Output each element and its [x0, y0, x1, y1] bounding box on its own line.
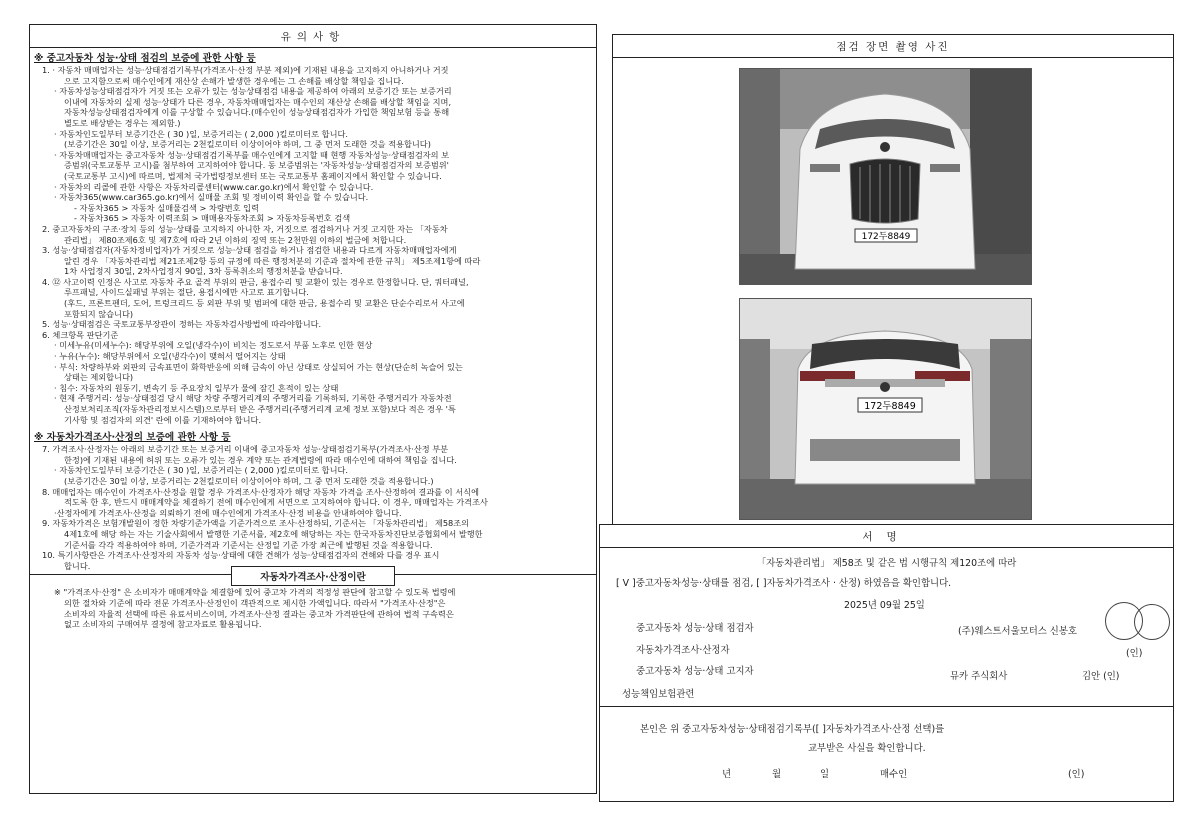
notice-line: 관리법」 제80조제6호 및 제7호에 따라 2년 이하의 징역 또는 2천만원 이하의 벌금에 처합니다. — [64, 234, 407, 245]
notice-line: 8. 매매업자는 매수인이 가격조사·산정을 원할 경우 가격조사·산정자가 해당 자동차 가격을 조사·산정하여 결과를 이 서식에 — [42, 486, 480, 497]
buyer-line2: 교부받은 사실을 확인합니다. — [808, 743, 926, 754]
section1-body — [30, 65, 596, 425]
notice-panel — [29, 24, 597, 794]
notice-line: · 부식: 차량하부와 외판의 금속표면이 화학반응에 의해 금속이 아닌 상태로 상실되어 가는 현상(단순히 녹슬어 있는 — [54, 361, 463, 372]
notice-line: 알린 경우 「자동차관리법 제21조제2항 등의 규정에 따른 행정처분의 기준과 절차에 관한 규칙」 제5조제1항에 따라 — [64, 255, 481, 266]
buyer-line1: 본인은 위 중고자동차성능·상태점검기록부([ ]자동차가격조사·산정 선택)를 — [640, 724, 945, 735]
notifier-company: 뮤카 주식회사 — [950, 671, 1008, 682]
notice-line: 포함되지 않습니다) — [64, 308, 134, 319]
inspector-value: (주)웨스트서울모터스 신봉호 — [958, 626, 1077, 637]
notice-line: ※ "가격조사·산정" 은 소비자가 매매계약을 체결함에 있어 중고차 가격의 적정성 판단에 참고할 수 있도록 법령에 — [54, 587, 456, 598]
notice-line: · 누유(누수): 해당부위에서 오일(냉각수)이 맺혀서 떨어지는 상태 — [54, 351, 286, 362]
notice-line: 상태는 제외합니다) — [64, 372, 134, 383]
notice-header: 유의사항 — [30, 25, 596, 48]
notice-line: · 현재 주행거리: 성능·상태점검 당시 해당 차량 주행거리계의 주행거리를 기록하되, 기록한 주행거리가 자동차전 — [54, 393, 452, 404]
rear-car-image — [740, 299, 1031, 519]
notice-line: 4제1호에 해당 하는 자는 기술사회에서 발행한 기준서를, 제2호에 해당하는 자는 한국자동차진단보증협회에서 발행한 — [64, 528, 483, 539]
notice-line: 9. 자동차가격은 보험개발원이 정한 차량기준가액을 기준가격으로 조사·산정하되, 기준서는 「자동차관리법」 제58조의 — [42, 518, 470, 529]
notice-line: ·산정자에게 가격조사·산정을 의뢰하기 전에 매수인에게 가격조사·산정 비용을 안내하여야 합니다. — [54, 507, 402, 518]
notice-line: 1. · 자동차 매매업자는 성능·상태점검기록부(가격조사·산정 부분 제외)에 기재된 내용을 고지하지 아니하거나 거짓 — [42, 65, 449, 75]
buyer-label: 매수인 — [880, 769, 908, 780]
notice-line: 이내에 자동차의 실제 성능·상태가 다른 경우, 자동차매매업자는 매수인의 재산상 손해를 배상할 책임을 지며, — [64, 96, 452, 107]
notice-line: 산정보처리조직(자동차관리정보시스템)으로부터 받은 주행거리(주행거리계 교체 정보 포함)보다 적은 경우 '특 — [64, 404, 456, 414]
notice-line: 소비자의 자율적 선택에 따른 유료서비스이며, 가격조사·산정 결과는 중고차 가격판단에 관하여 법적 구속력은 — [64, 608, 454, 619]
sign-date: 2025년 09월 25일 — [844, 600, 925, 611]
notice-line: 1차 사업정지 30일, 2차사업정지 90일, 3차 등록취소의 행정처분을 받습니다. — [64, 266, 343, 277]
buyer-year: 년 — [722, 769, 732, 780]
notice-line: (국토교통부 고시)에 따르며, 법제처 국가법령정보센터 또는 국토교통부 홈페이지에서 확인할 수 있습니다. — [64, 170, 442, 181]
price-assessor-label: 자동차가격조사·산정자 — [636, 645, 730, 656]
rear-plate: 172두8849 — [864, 401, 916, 412]
notice-line: 3. 성능·상태점검자(자동차정비업자)가 거짓으로 성능·상태 점검을 하거나 점검한 내용과 다르게 자동차매매업자에게 — [42, 245, 457, 256]
notice-line: 합니다. — [64, 560, 91, 571]
rear-photo — [739, 298, 1032, 520]
buyer-seal: (인) — [1068, 769, 1085, 780]
section1-title: ※ 중고자동차 성능·상태 점검의 보증에 관한 사항 등 — [34, 53, 256, 64]
law-line: 「자동차관리법」 제58조 및 같은 법 시행규칙 제120조에 따라 — [756, 558, 1017, 569]
notice-line: 루프패널, 사이드실패널 부위는 절단, 용접시에만 사고로 표기합니다. — [64, 287, 309, 298]
notice-line: (보증기간은 30일 이상, 보증거리는 2천킬로미터 이상이어야 하며, 그 중 먼저 도래한 것을 적용합니다.) — [64, 475, 434, 486]
notice-line: 10. 특기사항란은 가격조사·산정자의 자동차 성능·상태에 대한 견해가 성능·상태점검자의 견해와 다를 경우 표시 — [42, 550, 440, 561]
notice-line: 없고 소비자의 구매여부 결정에 참고자료로 활용됩니다. — [64, 619, 262, 630]
buyer-month: 월 — [772, 769, 782, 780]
section2-body — [30, 444, 596, 571]
notice-line: - 자동차365 > 자동차 이력조회 > 매매용자동차조회 > 자동차등록번호 검색 — [74, 213, 351, 224]
confirm-line: [ V ]중고자동차성능·상태를 점검, [ ]자동차가격조사 · 산정) 하였음을 확인합니다. — [616, 578, 952, 589]
notice-line: 기준서를 각각 적용하여야 하며, 기준가격과 기준서는 산정일 기준 가장 최근에 발행된 것을 적용합니다. — [64, 539, 433, 550]
notifier-label: 중고자동차 성능·상태 고지자 — [636, 666, 754, 677]
price-assessor-seal: (인) — [1126, 648, 1143, 659]
notice-line: 적도록 한 후, 반드시 매매계약을 체결하기 전에 매수인에게 서면으로 고지하여야 합니다. 이 경우, 매매업자는 가격조사 — [64, 497, 488, 508]
notice-line: 7. 가격조사·산정자는 아래의 보증기간 또는 보증거리 이내에 중고자동차 성능·상태점검기록부(가격조사·산정 부분 — [42, 444, 449, 455]
notice-line: - 자동차365 > 자동차 실매물검색 > 차량번호 입력 — [74, 202, 259, 213]
notice-line: (보증기간은 30일 이상, 보증거리는 2천킬로미터 이상이어야 하며, 그 중 먼저 도래한 것을 적용합니다) — [64, 139, 431, 150]
notice-line: 으로 고지함으로써 매수인에게 재산상 손해가 발생한 경우에는 그 손해를 배상할 책임을 집니다. — [64, 75, 404, 86]
notice-line: · 자동차365(www.car365.go.kr)에서 실매물 조회 및 정비이력 확인을 할 수 있습니다. — [54, 192, 369, 203]
notice-line: 자동차성능상태점검자에게 이를 구상할 수 있습니다.(매수인이 성능상태점검자가 가입한 책임보험 등을 통해 — [64, 107, 450, 118]
front-photo — [739, 68, 1032, 285]
front-plate: 172두8849 — [861, 232, 911, 242]
notice-line: · 자동차성능상태점검자가 거짓 또는 오류가 있는 성능상태점검 내용을 제공하여 아래의 보증기간 또는 보증거리 — [54, 86, 452, 97]
signature-panel — [599, 524, 1174, 802]
notice-line: 증범위(국토교통부 고시)를 첨부하여 고지하여야 합니다. 동 보증범위는 '자동차성능·상태점검자의 보증범위' — [64, 160, 449, 171]
photo-header: 점검 장면 촬영 사진 — [613, 35, 1173, 58]
notice-line: 기사항 및 점검자의 의견' 란에 이를 기재하여야 합니다. — [64, 414, 262, 425]
notice-line: 별도로 배상받는 경우는 제외함.) — [64, 117, 181, 128]
notice-line: · 자동차인도일부터 보증기간은 ( 30 )일, 보증거리는 ( 2,000 )킬로미터로 합니다. — [54, 465, 349, 476]
notice-line: · 미세누유(미세누수): 해당부위에 오일(냉각수)이 비치는 정도로서 부품 노후로 인한 현상 — [54, 340, 373, 351]
inspector-seal-2 — [1134, 604, 1170, 640]
price-box-body — [30, 587, 596, 629]
notice-line: 4. ⑫ 사고이력 인정은 사고로 자동차 주요 골격 부위의 판금, 용접수리 및 교환이 있는 경우로 한정합니다. 단, 쿼터패널, — [42, 276, 469, 287]
notice-line: 6. 체크항목 판단기준 — [42, 329, 119, 340]
signature-header: 서명 — [600, 525, 1173, 548]
insurance-label: 성능책임보험관련 — [622, 689, 695, 700]
notice-line: · 자동차의 리콜에 관한 사항은 자동차리콜센터(www.car.go.kr)에서 확인할 수 있습니다. — [54, 181, 374, 192]
notice-line: · 침수: 자동차의 원동기, 변속기 등 주요장치 일부가 물에 잠긴 흔적이 있는 상태 — [54, 382, 339, 393]
notice-line: · 자동차인도일부터 보증기간은 ( 30 )일, 보증거리는 ( 2,000 )킬로미터로 합니다. — [54, 128, 349, 139]
buyer-day: 일 — [820, 769, 830, 780]
notifier-value: 김안 (인) — [1082, 671, 1120, 682]
photo-panel — [612, 34, 1174, 533]
notice-line: · 자동차매매업자는 중고자동차 성능·상태점검기록부를 매수인에게 고지할 때 현행 자동차성능·상태점검자의 보 — [54, 149, 450, 160]
front-car-image — [740, 69, 1031, 284]
price-box-title: 자동차가격조사·산정이란 — [231, 566, 395, 586]
notice-line: 한정)에 기재된 내용에 허위 또는 오류가 있는 경우 계약 또는 관계법령에 따라 매수인에 대하여 책임을 집니다. — [64, 454, 457, 465]
inspector-label: 중고자동차 성능·상태 점검자 — [636, 623, 754, 634]
notice-line: (후드, 프론트펜더, 도어, 트렁크리드 등 외판 부위 및 범퍼에 대한 판금, 용접수리 및 교환은 단순수리로서 사고에 — [64, 298, 465, 309]
notice-line: 2. 중고자동차의 구조·장치 등의 성능·상태를 고지하지 아니한 자, 거짓으로 점검하거나 거짓 고지한 자는 「자동차 — [42, 223, 448, 234]
notice-line: 의한 절차와 기준에 따라 전문 가격조사·산정인이 객관적으로 제시한 가액입니다. 따라서 "가격조사·산정"은 — [64, 597, 446, 608]
section2-title: ※ 자동차가격조사·산정의 보증에 관한 사항 등 — [34, 432, 231, 444]
notice-line: 5. 성능·상태점검은 국토교통부장관이 정하는 자동차검사방법에 따라야합니다. — [42, 319, 322, 330]
